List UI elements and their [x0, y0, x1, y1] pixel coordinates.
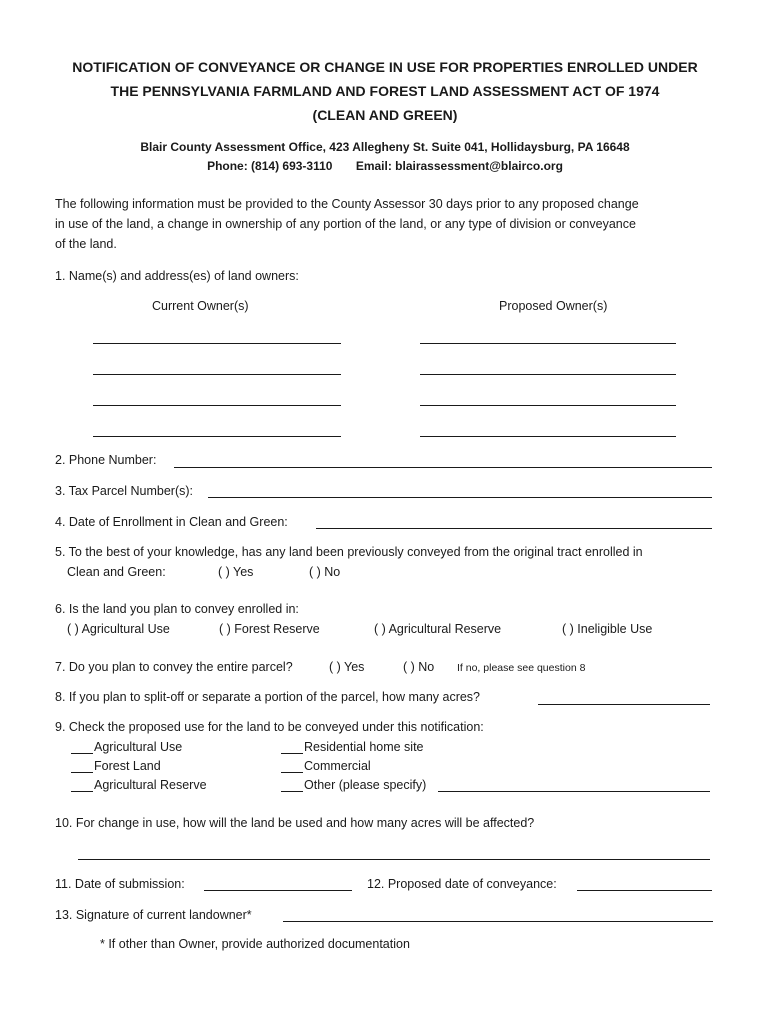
enrollment-date-field[interactable]	[316, 528, 712, 529]
q7-yes-option[interactable]: ( ) Yes	[329, 660, 365, 674]
q10-label: 10. For change in use, how will the land be used and how many acres will be affected?	[55, 816, 535, 830]
other-checkline[interactable]	[281, 791, 303, 792]
agricultural-reserve-checkline[interactable]	[71, 791, 93, 792]
q5-label-line-1: 5. To the best of your knowledge, has any land been previously conveyed from the original tract enrolled in	[55, 545, 643, 559]
q9-residential: Residential home site	[304, 740, 424, 754]
q9-forest-land: Forest Land	[94, 759, 161, 773]
agricultural-use-checkline[interactable]	[71, 753, 93, 754]
current-owner-field-1[interactable]	[93, 343, 341, 344]
proposed-owner-field-1[interactable]	[420, 343, 676, 344]
q2-label: 2. Phone Number:	[55, 453, 157, 467]
q7-note: If no, please see question 8	[457, 662, 586, 674]
q12-label: 12. Proposed date of conveyance:	[367, 877, 557, 891]
q1-label: 1. Name(s) and address(es) of land owners:	[55, 269, 299, 283]
q5-yes-option[interactable]: ( ) Yes	[218, 565, 254, 579]
q9-label: 9. Check the proposed use for the land to be conveyed under this notification:	[55, 720, 484, 734]
form-title-line-2: THE PENNSYLVANIA FARMLAND AND FOREST LAND ASSESSMENT ACT OF 1974	[110, 83, 660, 99]
q8-label: 8. If you plan to split-off or separate a portion of the parcel, how many acres?	[55, 690, 481, 704]
office-email: Email: blairassessment@blairco.org	[355, 159, 563, 173]
intro-line-3: of the land.	[55, 237, 117, 251]
q11-label: 11. Date of submission:	[55, 877, 185, 891]
intro-line-1: The following information must be provided to the County Assessor 30 days prior to any proposed change	[55, 197, 639, 211]
current-owner-field-3[interactable]	[93, 405, 341, 406]
tax-parcel-field[interactable]	[208, 497, 712, 498]
office-contact	[0, 159, 770, 173]
q5-label-line-2: Clean and Green:	[67, 565, 166, 579]
phone-number-field[interactable]	[174, 467, 712, 468]
q7-label: 7. Do you plan to convey the entire parcel?	[55, 660, 293, 674]
residential-checkline[interactable]	[281, 753, 303, 754]
q13-label: 13. Signature of current landowner*	[55, 908, 252, 922]
acres-field[interactable]	[538, 704, 710, 705]
current-owner-header: Current Owner(s)	[152, 299, 249, 313]
form-title-line-3: (CLEAN AND GREEN)	[312, 107, 458, 123]
q6-agricultural-reserve-option[interactable]: ( ) Agricultural Reserve	[374, 622, 502, 636]
q6-label: 6. Is the land you plan to convey enrolled in:	[55, 602, 299, 616]
forest-land-checkline[interactable]	[71, 772, 93, 773]
office-phone: Phone: (814) 693-3110	[207, 159, 333, 173]
q4-label: 4. Date of Enrollment in Clean and Green:	[55, 515, 288, 529]
q7-no-option[interactable]: ( ) No	[403, 660, 435, 674]
submission-date-field[interactable]	[204, 890, 352, 891]
q6-ineligible-use-option[interactable]: ( ) Ineligible Use	[562, 622, 653, 636]
change-in-use-field[interactable]	[78, 859, 710, 860]
conveyance-date-field[interactable]	[577, 890, 712, 891]
office-address: Blair County Assessment Office, 423 Allegheny St. Suite 041, Hollidaysburg, PA 16648	[140, 140, 630, 154]
footnote: * If other than Owner, provide authorized documentation	[100, 937, 410, 951]
q6-agricultural-use-option[interactable]: ( ) Agricultural Use	[67, 622, 170, 636]
current-owner-field-4[interactable]	[93, 436, 341, 437]
q6-forest-reserve-option[interactable]: ( ) Forest Reserve	[219, 622, 320, 636]
current-owner-field-2[interactable]	[93, 374, 341, 375]
q5-no-option[interactable]: ( ) No	[309, 565, 341, 579]
q9-other: Other (please specify)	[304, 778, 427, 792]
other-specify-field[interactable]	[438, 791, 710, 792]
q9-agricultural-use: Agricultural Use	[94, 740, 183, 754]
proposed-owner-header: Proposed Owner(s)	[499, 299, 608, 313]
proposed-owner-field-2[interactable]	[420, 374, 676, 375]
commercial-checkline[interactable]	[281, 772, 303, 773]
intro-line-2: in use of the land, a change in ownership of any portion of the land, or any type of division or conveyance	[55, 217, 636, 231]
signature-field[interactable]	[283, 921, 713, 922]
proposed-owner-field-3[interactable]	[420, 405, 676, 406]
q9-agricultural-reserve: Agricultural Reserve	[94, 778, 207, 792]
form-title-line-1: NOTIFICATION OF CONVEYANCE OR CHANGE IN USE FOR PROPERTIES ENROLLED UNDER	[72, 59, 698, 75]
q9-commercial: Commercial	[304, 759, 371, 773]
q3-label: 3. Tax Parcel Number(s):	[55, 484, 194, 498]
proposed-owner-field-4[interactable]	[420, 436, 676, 437]
